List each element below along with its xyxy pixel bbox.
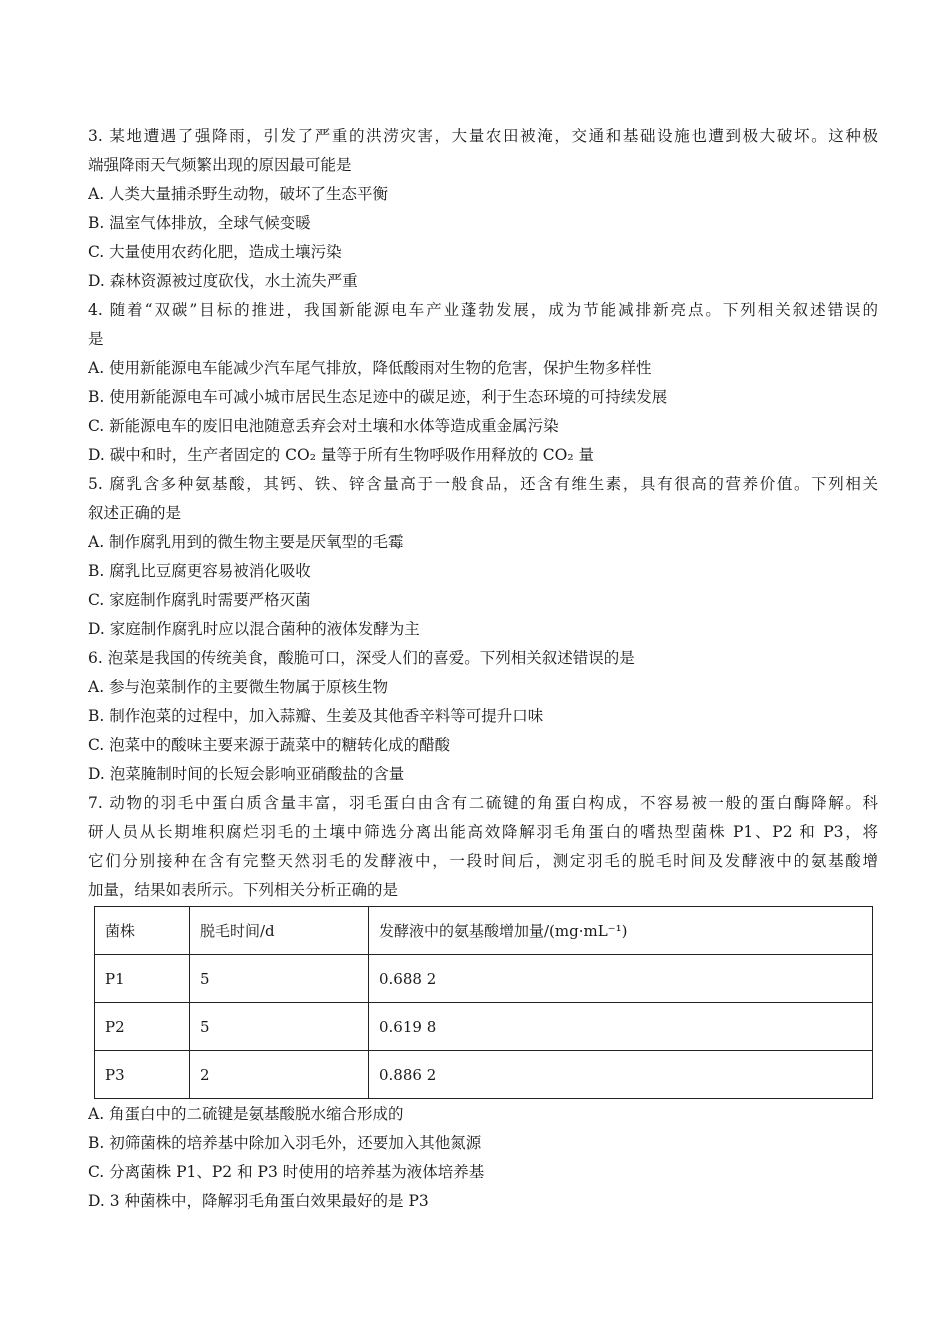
table-cell: P1 xyxy=(95,955,190,1003)
option-a: A. 人类大量捕杀野生动物，破坏了生态平衡 xyxy=(88,185,389,203)
table-header-cell: 菌株 xyxy=(95,907,190,955)
option-a: A. 使用新能源电车能减少汽车尾气排放，降低酸雨对生物的危害，保护生物多样性 xyxy=(88,359,652,377)
question-stem: 5. 腐乳含多种氨基酸，其钙、铁、锌含量高于一般食品，还含有维生素，具有很高的营养价值。下列相关 xyxy=(88,475,878,493)
option-d: D. 碳中和时，生产者固定的 CO₂ 量等于所有生物呼吸作用释放的 CO₂ 量 xyxy=(88,446,594,464)
question-stem: 它们分别接种在含有完整天然羽毛的发酵液中，一段时间后，测定羽毛的脱毛时间及发酵液中的氨基酸增 xyxy=(88,852,878,870)
table-cell: 5 xyxy=(190,1003,369,1051)
option-b: B. 制作泡菜的过程中，加入蒜瓣、生姜及其他香辛料等可提升口味 xyxy=(88,707,544,725)
option-c: C. 大量使用农药化肥，造成土壤污染 xyxy=(88,243,342,261)
question-stem: 叙述正确的是 xyxy=(88,504,182,522)
option-d: D. 家庭制作腐乳时应以混合菌种的液体发酵为主 xyxy=(88,620,420,638)
option-c: C. 泡菜中的酸味主要来源于蔬菜中的糖转化成的醋酸 xyxy=(88,736,451,754)
table-header-row xyxy=(95,907,873,955)
question-stem: 加量，结果如表所示。下列相关分析正确的是 xyxy=(88,881,399,899)
option-b: B. 温室气体排放，全球气候变暖 xyxy=(88,214,311,232)
question-3 xyxy=(88,122,878,296)
option-d: D. 泡菜腌制时间的长短会影响亚硝酸盐的含量 xyxy=(88,765,405,783)
option-b: B. 腐乳比豆腐更容易被消化吸收 xyxy=(88,562,311,580)
question-stem: 4. 随着“双碳”目标的推进，我国新能源电车产业蓬勃发展，成为节能减排新亮点。下列相关叙述错误的 xyxy=(88,301,878,319)
table-cell: 0.886 2 xyxy=(369,1051,873,1099)
option-b: B. 使用新能源电车可减小城市居民生态足迹中的碳足迹，利于生态环境的可持续发展 xyxy=(88,388,668,406)
results-table xyxy=(94,906,873,1099)
question-stem: 端强降雨天气频繁出现的原因最可能是 xyxy=(88,156,352,174)
option-b: B. 初筛菌株的培养基中除加入羽毛外，还要加入其他氮源 xyxy=(88,1134,482,1152)
option-d: D. 森林资源被过度砍伐，水土流失严重 xyxy=(88,272,358,290)
table-cell: P2 xyxy=(95,1003,190,1051)
table-row xyxy=(95,1003,873,1051)
table-row xyxy=(95,1051,873,1099)
table-cell: 0.688 2 xyxy=(369,955,873,1003)
table-cell: P3 xyxy=(95,1051,190,1099)
table-row xyxy=(95,955,873,1003)
question-6 xyxy=(88,644,878,789)
question-5 xyxy=(88,470,878,644)
table-cell: 0.619 8 xyxy=(369,1003,873,1051)
table-cell: 5 xyxy=(190,955,369,1003)
question-stem: 研人员从长期堆积腐烂羽毛的土壤中筛选分离出能高效降解羽毛角蛋白的嗜热型菌株 P1、P2 和 P3，将 xyxy=(88,823,878,841)
table-header-cell: 脱毛时间/d xyxy=(190,907,369,955)
question-stem: 3. 某地遭遇了强降雨，引发了严重的洪涝灾害，大量农田被淹，交通和基础设施也遭到极大破坏。这种极 xyxy=(88,127,878,145)
question-stem: 7. 动物的羽毛中蛋白质含量丰富，羽毛蛋白由含有二硫键的角蛋白构成，不容易被一般的蛋白酶降解。科 xyxy=(88,794,878,812)
option-c: C. 新能源电车的废旧电池随意丢弃会对土壤和水体等造成重金属污染 xyxy=(88,417,559,435)
option-d: D. 3 种菌株中，降解羽毛角蛋白效果最好的是 P3 xyxy=(88,1192,429,1210)
table-cell: 2 xyxy=(190,1051,369,1099)
option-a: A. 参与泡菜制作的主要微生物属于原核生物 xyxy=(88,678,389,696)
question-stem: 6. 泡菜是我国的传统美食，酸脆可口，深受人们的喜爱。下列相关叙述错误的是 xyxy=(88,649,635,667)
table-header-cell: 发酵液中的氨基酸增加量/(mg·mL⁻¹) xyxy=(369,907,873,955)
question-7 xyxy=(88,789,878,1216)
option-c: C. 家庭制作腐乳时需要严格灭菌 xyxy=(88,591,311,609)
option-a: A. 角蛋白中的二硫键是氨基酸脱水缩合形成的 xyxy=(88,1105,404,1123)
exam-page xyxy=(88,122,878,1216)
option-a: A. 制作腐乳用到的微生物主要是厌氧型的毛霉 xyxy=(88,533,404,551)
question-4 xyxy=(88,296,878,470)
option-c: C. 分离菌株 P1、P2 和 P3 时使用的培养基为液体培养基 xyxy=(88,1163,485,1181)
question-stem: 是 xyxy=(88,330,104,348)
